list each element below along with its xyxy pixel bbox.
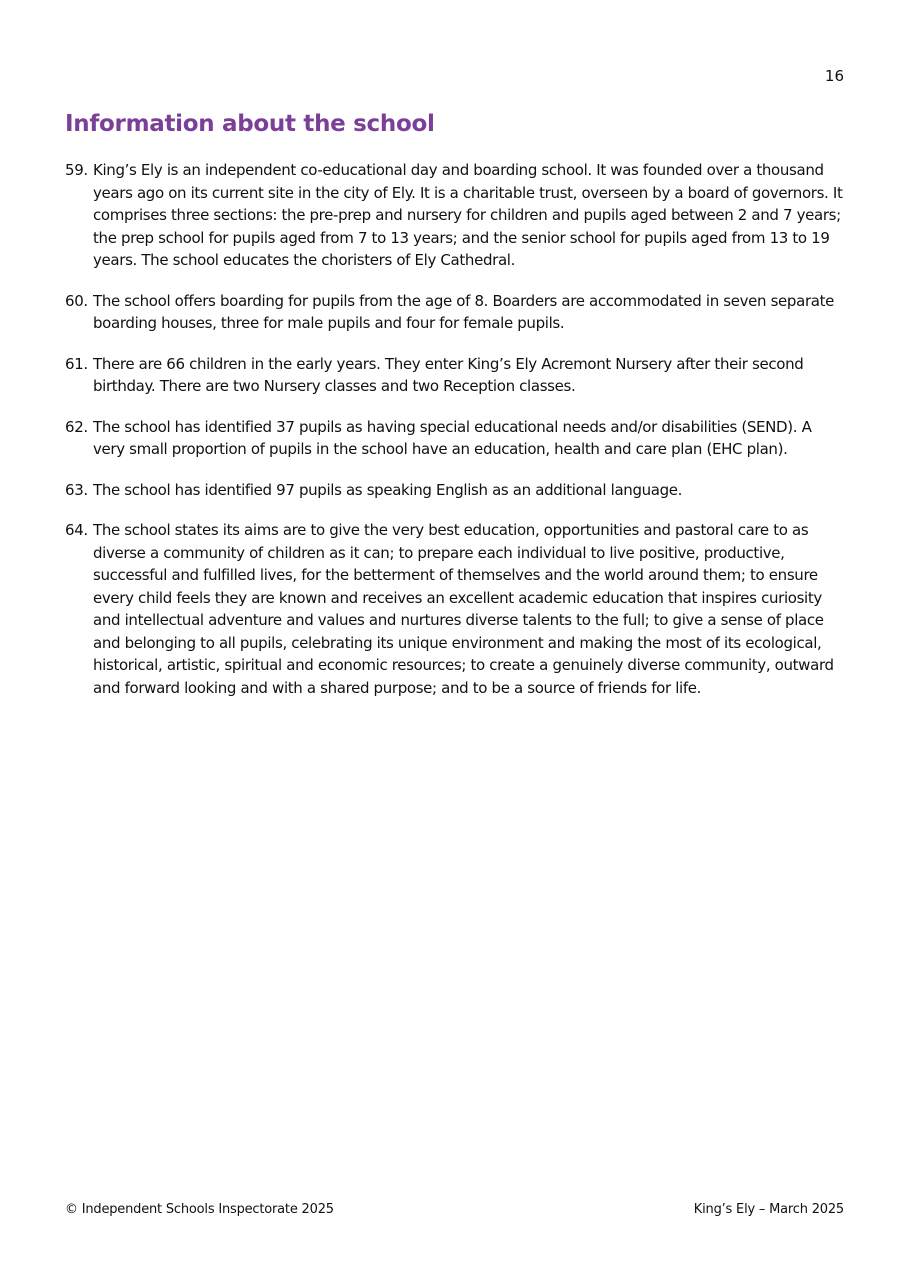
paragraph-61 [65,353,845,398]
paragraph-62 [65,416,845,461]
paragraph-number: 59. [65,161,88,179]
footer-report-title: King’s Ely – March 2025 [693,1202,844,1217]
paragraph-text: The school offers boarding for pupils from the age of 8. Boarders are accommodated in seven separate boarding houses, three for male pupils and four for female pupils. [93,291,835,332]
paragraph-text: The school states its aims are to give the very best education, opportunities and pastoral care to as diverse a community of children as it can; to prepare each individual to live positive, productive, successful and fulfilled lives, for the betterment of themselves and the world around them; to ensure every child feels they are known and receives an excellent academic education that inspires curiosity and intellectual adventure and values and nurtures diverse talents to the full; to give a sense of place and belonging to all pupils, celebrating its unique environment and making the most of its ecological, historical, artistic, spiritual and economic resources; to create a genuinely diverse community, outward and forward looking and with a shared purpose; and to be a source of friends for life. [93,521,834,697]
paragraph-64 [65,519,845,699]
paragraph-number: 62. [65,417,88,436]
section-heading: Information about the school [65,111,435,137]
paragraph-63 [65,479,845,502]
paragraph-number: 63. [65,480,88,499]
paragraph-60 [65,290,845,335]
paragraph-number: 64. [65,521,88,539]
paragraph-text: The school has identified 97 pupils as speaking English as an additional language. [93,480,683,499]
footer-copyright: © Independent Schools Inspectorate 2025 [65,1202,334,1217]
paragraph-number: 60. [65,291,88,310]
numbered-paragraph-list [65,159,845,717]
paragraph-number: 61. [65,354,88,373]
paragraph-59 [65,159,845,272]
page-number: 16 [824,67,844,85]
paragraph-text: The school has identified 37 pupils as having special educational needs and/or disabilities (SEND). A very small proportion of pupils in the school have an education, health and care plan (EHC plan). [93,417,812,458]
paragraph-text: There are 66 children in the early years. They enter King’s Ely Acremont Nursery after their second birthday. There are two Nursery classes and two Reception classes. [93,354,804,395]
paragraph-text: King’s Ely is an independent co-educational day and boarding school. It was founded over a thousand years ago on its current site in the city of Ely. It is a charitable trust, overseen by a board of governors. It comprises three sections: the pre-prep and nursery for children and pupils aged between 2 and 7 years; the prep school for pupils aged from 7 to 13 years; and the senior school for pupils aged from 13 to 19 years. The school educates the choristers of Ely Cathedral. [93,161,843,269]
